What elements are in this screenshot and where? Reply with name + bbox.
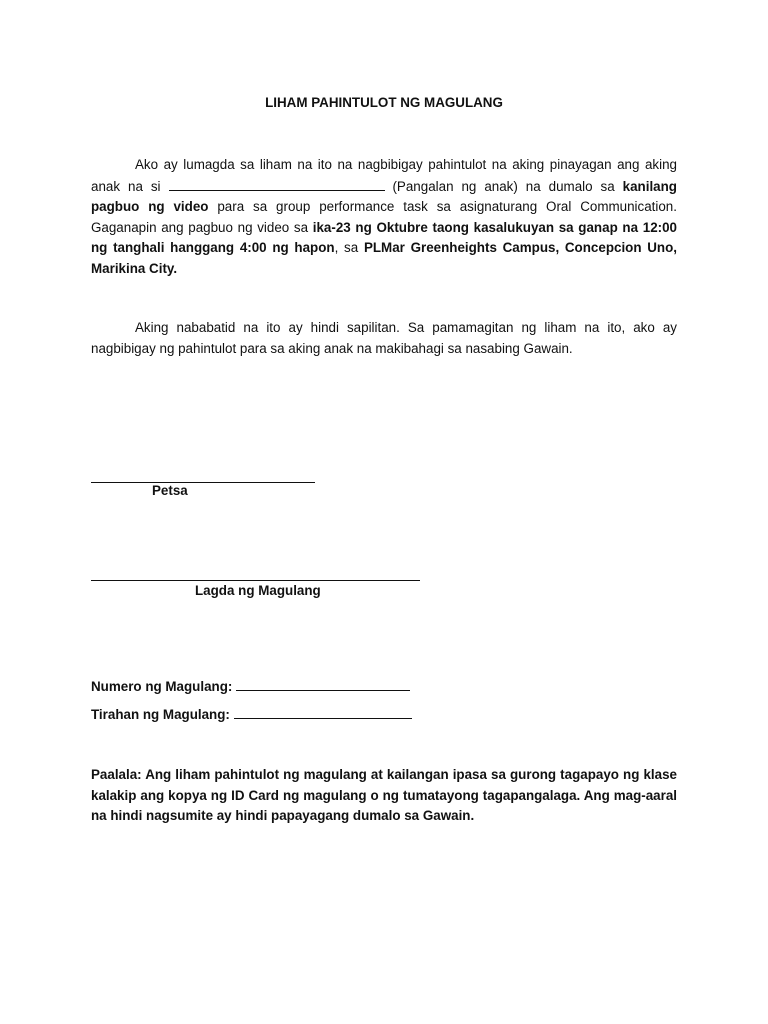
consent-text-4: , sa [334, 240, 359, 255]
consent-text-3: para sa group performance task sa asignaturang Oral Communication. Gaganapin ang pagbuo ng video sa [91, 199, 677, 235]
parent-number-field [91, 676, 410, 698]
parent-address-blank[interactable] [234, 704, 412, 719]
date-line[interactable] [91, 482, 315, 483]
consent-bold-3: PLMar Greenheights Campus, Concepcion Uno, Marikina City. [91, 240, 677, 276]
child-name-blank[interactable] [169, 176, 385, 191]
consent-bold-2: ika-23 ng Oktubre taong kasalukuyan sa ganap na 12:00 ng tanghali hanggang 4:00 ng hapon [91, 219, 678, 255]
consent-text-1: Ako ay lumagda sa liham na ito na nagbibigay pahintulot na aking pinayagan ang aking anak na si [91, 157, 677, 194]
document-title: LIHAM PAHINTULOT NG MAGULANG [265, 95, 503, 110]
consent-paragraph [91, 155, 677, 279]
parent-address-label: Tirahan ng Magulang: [91, 707, 230, 722]
parent-address-field [91, 704, 412, 726]
consent-text-2: (Pangalan ng anak) na dumalo sa [392, 178, 615, 194]
signature-label: Lagda ng Magulang [195, 583, 321, 598]
parent-number-label: Numero ng Magulang: [91, 679, 233, 694]
reminder-note: Paalala: Ang liham pahintulot ng magulang at kailangan ipasa sa gurong tagapayo ng klase kalakip ang kopya ng ID Card ng magulang o ng tumatayong tagapangalaga. Ang mag-aaral na hindi nagsumite ay hindi papayagang dumalo sa Gawain. [91, 767, 677, 823]
consent-bold-1: kanilang pagbuo ng video [91, 178, 677, 214]
date-label: Petsa [152, 483, 188, 498]
parent-number-blank[interactable] [236, 676, 410, 691]
acknowledgement-paragraph: Aking nababatid na ito ay hindi sapilitan. Sa pamamagitan ng liham na ito, ako ay nagbibigay ng pahintulot para sa aking anak na makibahagi sa nasabing Gawain. [91, 320, 677, 356]
